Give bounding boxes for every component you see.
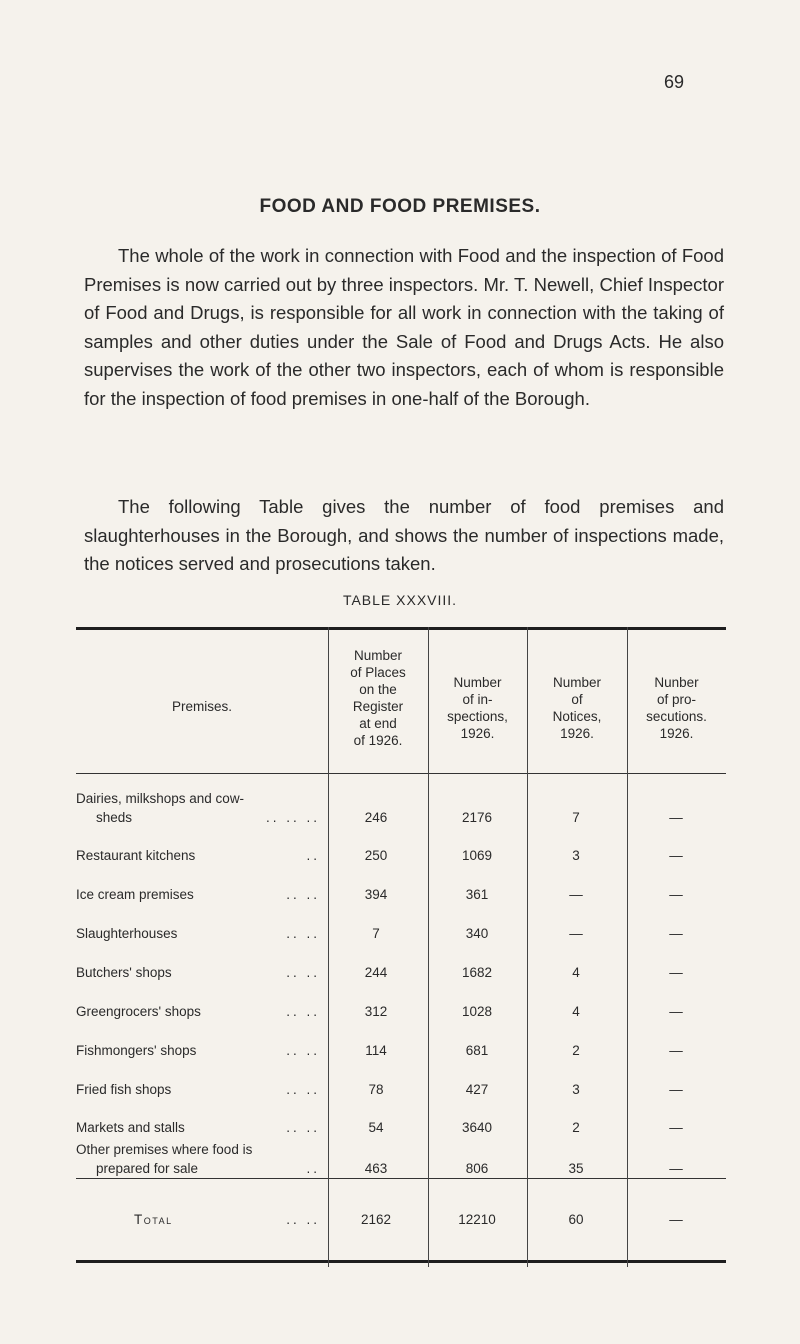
paragraph-intro: The whole of the work in connection with Food and the inspection of Food Premises is now carried out by three inspectors. Mr. T. Newell, Chief Inspector of Food and Drugs, is responsible for all work in connection with the taking of samples and other duties under the Sale of Food and Drugs Acts. He also supervises the work of the other two inspectors, each of whom is responsible for the inspection of food premises in one-half of the Borough. bbox=[84, 245, 724, 409]
premises-table bbox=[76, 627, 726, 1267]
cell-notices: 3 bbox=[572, 1082, 580, 1097]
cell-inspections: 681 bbox=[465, 1043, 489, 1058]
cell-places: 7 bbox=[372, 926, 380, 941]
cell-places: 312 bbox=[364, 1004, 388, 1019]
total-inspections: 12210 bbox=[458, 1212, 496, 1227]
table-top-rule bbox=[76, 627, 726, 630]
row-label-line: Markets and stalls bbox=[76, 1120, 185, 1135]
header-line: Number bbox=[353, 648, 402, 663]
cell-inspections: 3640 bbox=[461, 1120, 493, 1135]
table-bottom-rule bbox=[76, 1260, 726, 1263]
cell-places: 463 bbox=[364, 1161, 388, 1176]
row-label-line: Butchers' shops bbox=[76, 965, 172, 980]
cell-inspections: 361 bbox=[465, 887, 489, 902]
cell-places: 250 bbox=[364, 848, 388, 863]
row-label bbox=[76, 1080, 322, 1099]
cell-inspections: 2176 bbox=[461, 810, 493, 825]
cell-inspections: 1069 bbox=[461, 848, 493, 863]
row-label bbox=[76, 789, 322, 827]
cell-prosecutions: — bbox=[669, 1082, 683, 1097]
leader-dots: .. .. bbox=[286, 926, 320, 941]
leader-dots: .. .. bbox=[286, 887, 320, 902]
total-label bbox=[76, 1210, 322, 1229]
page-title: FOOD AND FOOD PREMISES. bbox=[259, 196, 541, 217]
row-label-line: Restaurant kitchens bbox=[76, 848, 196, 863]
cell-inspections: 1028 bbox=[461, 1004, 493, 1019]
cell-notices: 3 bbox=[572, 848, 580, 863]
cell-notices: 35 bbox=[568, 1161, 584, 1176]
cell-places: 114 bbox=[365, 1043, 387, 1058]
row-label-line: Fried fish shops bbox=[76, 1082, 172, 1097]
leader-dots: .. .. bbox=[286, 1043, 320, 1058]
cell-prosecutions: — bbox=[669, 965, 683, 980]
header-line: of pro- bbox=[656, 692, 697, 707]
cell-places: 246 bbox=[364, 810, 388, 825]
leader-dots: .. .. bbox=[286, 1120, 320, 1135]
header-line: of in- bbox=[462, 692, 493, 707]
cell-prosecutions: — bbox=[669, 926, 683, 941]
row-label-line: Slaughterhouses bbox=[76, 926, 178, 941]
cell-inspections: 806 bbox=[465, 1161, 489, 1176]
paragraph-table-intro: The following Table gives the number of food premises and slaughterhouses in the Borough, and shows the number of inspections made, the notices served and prosecutions taken. bbox=[84, 496, 724, 574]
row-label bbox=[76, 1002, 322, 1021]
row-label bbox=[76, 1140, 322, 1178]
cell-notices: 4 bbox=[572, 965, 580, 980]
leader-dots: .. bbox=[306, 1161, 320, 1176]
header-line: secutions. bbox=[646, 709, 707, 724]
page-number: 69 bbox=[664, 72, 685, 92]
total-notices: 60 bbox=[568, 1212, 584, 1227]
header-line: Register bbox=[352, 699, 404, 714]
header-line: Number bbox=[552, 675, 601, 690]
cell-notices: 7 bbox=[572, 810, 580, 825]
cell-places: 244 bbox=[364, 965, 388, 980]
header-bottom-rule bbox=[76, 773, 726, 774]
total-label-text: Total bbox=[134, 1212, 173, 1227]
header-line: 1926. bbox=[659, 726, 694, 741]
row-label bbox=[76, 846, 322, 865]
cell-prosecutions: — bbox=[669, 1043, 683, 1058]
cell-inspections: 1682 bbox=[461, 965, 493, 980]
cell-prosecutions: — bbox=[669, 1004, 683, 1019]
cell-inspections: 427 bbox=[465, 1082, 489, 1097]
cell-prosecutions: — bbox=[669, 1120, 683, 1135]
cell-places: 78 bbox=[368, 1082, 384, 1097]
row-label-line: prepared for sale bbox=[96, 1161, 199, 1176]
cell-notices: — bbox=[569, 887, 583, 902]
total-prosecutions: — bbox=[669, 1212, 683, 1227]
row-label-line: Dairies, milkshops and cow- bbox=[76, 791, 245, 806]
row-label bbox=[76, 1118, 322, 1137]
row-label bbox=[76, 924, 322, 943]
header-line: Number bbox=[453, 675, 502, 690]
cell-notices: 2 bbox=[572, 1120, 580, 1135]
cell-notices: — bbox=[569, 926, 583, 941]
cell-notices: 4 bbox=[572, 1004, 580, 1019]
header-line: spections, bbox=[447, 709, 508, 724]
row-label bbox=[76, 963, 322, 982]
header-premises: Premises. bbox=[171, 699, 232, 714]
header-line: Nunber bbox=[654, 675, 699, 690]
leader-dots: .. .. bbox=[286, 1212, 320, 1227]
cell-places: 394 bbox=[364, 887, 388, 902]
row-label bbox=[76, 885, 322, 904]
row-label bbox=[76, 1041, 322, 1060]
leader-dots: .. .. bbox=[286, 1004, 320, 1019]
table-row bbox=[76, 789, 726, 827]
cell-inspections: 340 bbox=[465, 926, 489, 941]
cell-prosecutions: — bbox=[669, 810, 683, 825]
header-line: of bbox=[571, 692, 583, 707]
table-caption: TABLE XXXVIII. bbox=[342, 592, 458, 608]
header-line: of 1926. bbox=[353, 733, 403, 748]
total-top-rule bbox=[76, 1178, 726, 1179]
total-places: 2162 bbox=[360, 1212, 392, 1227]
header-places bbox=[328, 647, 428, 749]
leader-dots: .. .. bbox=[286, 1082, 320, 1097]
header-prosecutions bbox=[627, 674, 726, 742]
cell-notices: 2 bbox=[572, 1043, 580, 1058]
leader-dots: .. .. bbox=[286, 965, 320, 980]
header-notices bbox=[527, 674, 627, 742]
header-line: Notices, bbox=[552, 709, 602, 724]
leader-dots: .. .. .. bbox=[265, 810, 320, 825]
leader-dots: .. bbox=[306, 848, 320, 863]
header-inspections bbox=[428, 674, 527, 742]
cell-prosecutions: — bbox=[669, 887, 683, 902]
row-label-line: Other premises where food is bbox=[76, 1142, 253, 1157]
cell-prosecutions: — bbox=[669, 1161, 683, 1176]
header-line: of Places bbox=[350, 665, 406, 680]
header-line: at end bbox=[359, 716, 397, 731]
row-label-line: Fishmongers' shops bbox=[76, 1043, 197, 1058]
row-label-line: sheds bbox=[96, 810, 133, 825]
cell-prosecutions: — bbox=[669, 848, 683, 863]
header-line: on the bbox=[359, 682, 397, 697]
header-line: 1926. bbox=[460, 726, 495, 741]
table-row bbox=[76, 1140, 726, 1178]
header-line: 1926. bbox=[560, 726, 594, 741]
cell-places: 54 bbox=[368, 1120, 384, 1135]
row-label-line: Ice cream premises bbox=[76, 887, 194, 902]
row-label-line: Greengrocers' shops bbox=[76, 1004, 201, 1019]
